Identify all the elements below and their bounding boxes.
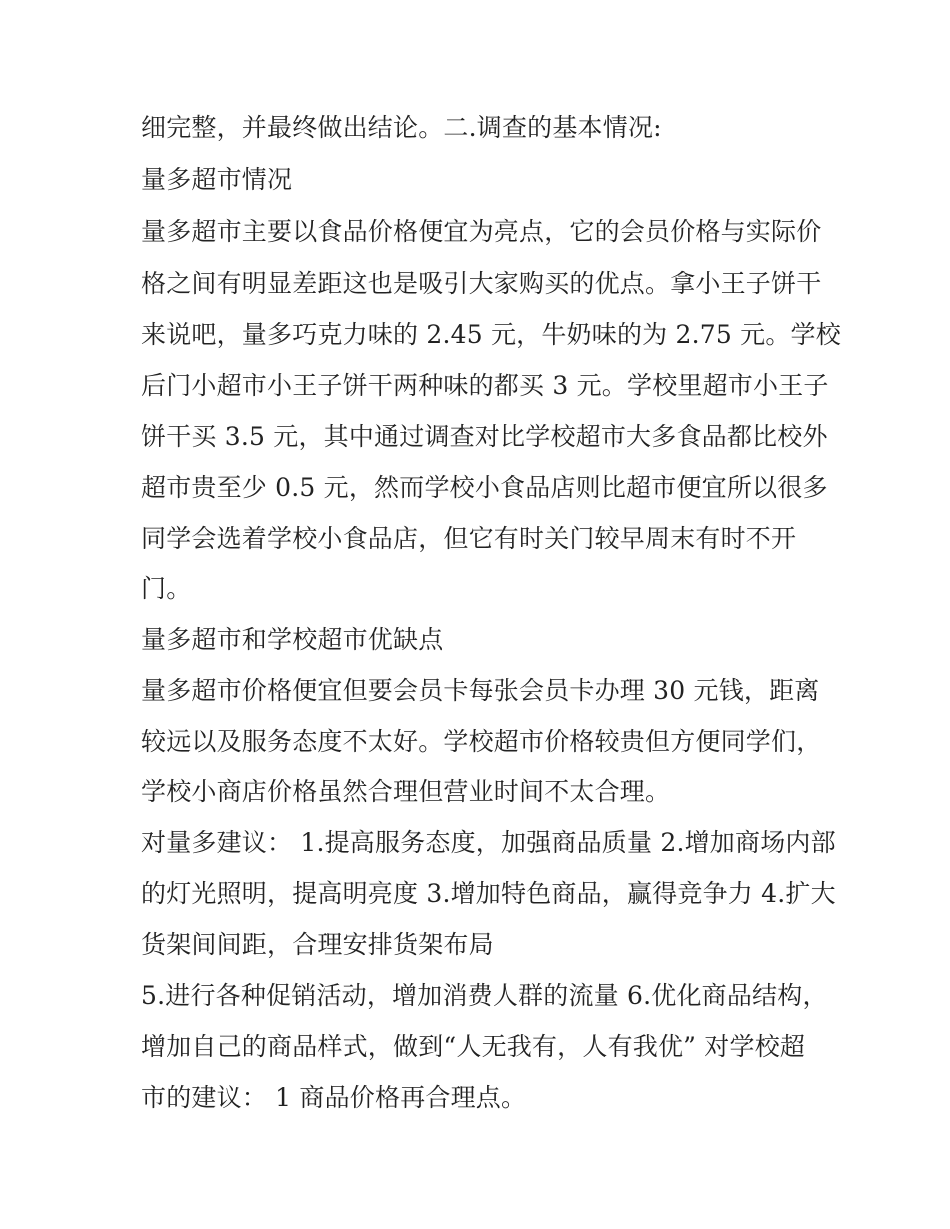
text-line: 门。 xyxy=(141,574,192,603)
text-line: 对量多建议： 1.提高服务态度，加强商品质量 2.增加商场内部 xyxy=(141,828,836,857)
text-line: 超市贵至少 0.5 元，然而学校小食品店则比超市便宜所以很多 xyxy=(141,473,828,502)
text-line: 的灯光照明，提高明亮度 3.增加特色商品，赢得竞争力 4.扩大 xyxy=(141,879,836,908)
text-line: 量多超市主要以食品价格便宜为亮点，它的会员价格与实际价 xyxy=(141,217,822,246)
section-heading: 量多超市和学校超市优缺点 xyxy=(141,625,444,654)
text-line: 5.进行各种促销活动，增加消费人群的流量 6.优化商品结构， xyxy=(141,981,828,1010)
text-line: 饼干买 3.5 元，其中通过调查对比学校超市大多食品都比校外 xyxy=(141,422,828,451)
text-line: 货架间间距，合理安排货架布局 xyxy=(141,930,494,959)
text-line: 细完整，并最终做出结论。二.调查的基本情况: xyxy=(141,113,662,142)
text-line: 市的建议： 1 商品价格再合理点。 xyxy=(141,1083,527,1112)
section-heading: 量多超市情况 xyxy=(141,165,293,194)
text-line: 同学会选着学校小食品店，但它有时关门较早周末有时不开 xyxy=(141,524,797,553)
text-line: 量多超市价格便宜但要会员卡每张会员卡办理 30 元钱，距离 xyxy=(141,676,820,705)
text-line: 来说吧，量多巧克力味的 2.45 元，牛奶味的为 2.75 元。学校 xyxy=(141,320,841,349)
text-line: 后门小超市小王子饼干两种味的都买 3 元。学校里超市小王子 xyxy=(141,371,829,400)
text-line: 较远以及服务态度不太好。学校超市价格较贵但方便同学们， xyxy=(141,727,822,756)
text-line: 学校小商店价格虽然合理但营业时间不太合理。 xyxy=(141,777,671,806)
text-line: 增加自己的商品样式，做到“人无我有，人有我优” 对学校超 xyxy=(141,1032,806,1061)
text-line: 格之间有明显差距这也是吸引大家购买的优点。拿小王子饼干 xyxy=(141,269,822,298)
